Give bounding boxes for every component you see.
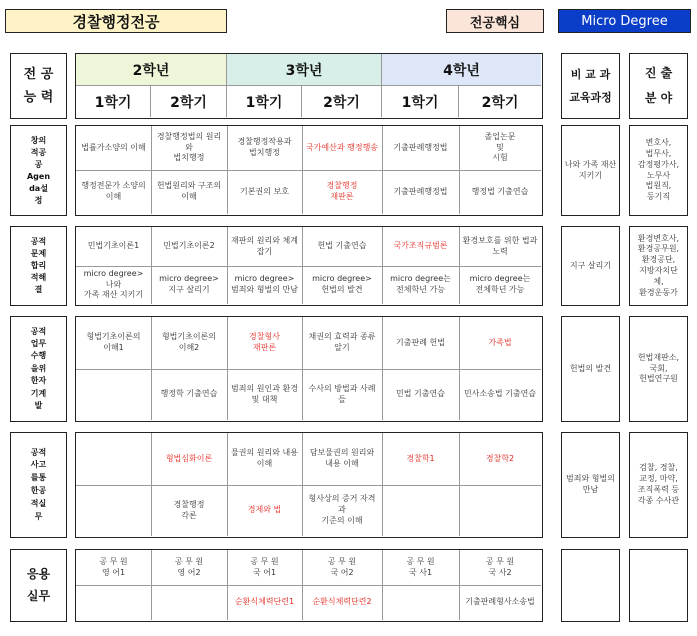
course-grid — [75, 226, 543, 306]
liberal-course: 지구 살리기 — [569, 260, 612, 270]
course-cell: 가족법 — [488, 337, 512, 347]
liberal-course-box — [561, 549, 620, 622]
competency-label: 응용 실무 — [26, 566, 51, 603]
course-grid — [75, 432, 543, 538]
course-cell: 행정학 기출연습 — [160, 389, 218, 399]
course-cell: 기출판례행정법 — [393, 186, 448, 196]
course-cell: 경찰형사 재판론 — [249, 332, 280, 352]
course-cell: 민법기초이론2 — [163, 241, 215, 251]
course-cell: 형사상의 증거 자격과 기준의 이해 — [308, 494, 376, 525]
liberal-header: 비 교 과 교육과정 — [569, 67, 612, 104]
course-cell: 경찰학1 — [406, 453, 435, 463]
course-cell: 수사의 방법과 사례들 — [308, 383, 376, 404]
competency-label: 창의 적공 공 Agen da설 정 — [26, 135, 51, 205]
liberal-course-box — [561, 226, 620, 306]
liberal-course-box — [561, 316, 620, 422]
semester-header: 2학기 — [151, 86, 227, 117]
career-header-box — [629, 53, 688, 119]
career-field-box — [629, 432, 688, 538]
career-field: 검찰, 경찰, 교정, 마약, 조직폭력 등 각종 수사관 — [637, 463, 680, 505]
course-cell: micro degree는 전체학년 가능 — [469, 274, 531, 294]
course-cell: 경찰행정 각론 — [173, 499, 205, 520]
liberal-course-box — [561, 125, 620, 216]
grade-4-header: 4학년 — [382, 54, 541, 86]
liberal-header-box — [561, 53, 620, 119]
course-cell: 채권의 효력과 종류 알기 — [308, 332, 376, 352]
career-field: 환경변호사, 환경공무원, 환경공단, 지방자치단 체, 환경운동가 — [637, 233, 680, 297]
competency-header: 전 공 능 력 — [23, 66, 54, 105]
course-cell: micro degree> 지구 살리기 — [159, 274, 219, 294]
course-cell — [382, 485, 459, 536]
competency-label-box — [10, 125, 67, 216]
semester-header: 1학기 — [76, 86, 151, 117]
course-cell — [76, 369, 151, 420]
course-cell: 공 무 원 영 어2 — [174, 556, 204, 577]
course-cell: 기출판례형사소송법 — [465, 597, 535, 607]
course-cell — [382, 585, 459, 620]
career-field — [630, 550, 687, 621]
course-cell: 재판의 원리와 체계 잡기 — [231, 235, 298, 256]
semester-header: 2학기 — [481, 94, 519, 111]
career-field: 헌법재판소, 국회, 헌법연구원 — [637, 352, 680, 384]
competency-label-box — [10, 432, 67, 538]
course-cell: 기출판례 헌법 — [396, 337, 445, 347]
course-cell — [151, 585, 227, 620]
course-cell: 행정법 기출연습 — [471, 186, 529, 196]
competency-label: 공적 업무 수행 을위 한자 기계 발 — [30, 326, 47, 410]
course-cell: 공 무 원 국 어1 — [250, 556, 279, 577]
course-cell: 형법심화이론 — [165, 453, 213, 463]
course-cell: 공 무 원 국 사1 — [406, 556, 435, 577]
course-cell — [459, 485, 541, 536]
semester-header: 1학기 — [382, 86, 459, 117]
competency-header-box — [10, 53, 67, 119]
course-cell: 민법 기출연습 — [396, 389, 445, 399]
course-cell: 형법기초이론의 이해2 — [161, 332, 217, 352]
course-cell: 물권의 원리와 내용 이해 — [231, 448, 298, 468]
page-title: 경찰행정전공 — [5, 9, 227, 33]
course-cell: 경찰행정 재판론 — [326, 181, 358, 201]
course-cell: 헌법원리와 구조의 이해 — [156, 181, 222, 201]
course-cell: 경찰학2 — [485, 453, 515, 463]
competency-label-box — [10, 316, 67, 422]
liberal-course: 범죄와 형벌의 만남 — [566, 474, 615, 494]
course-cell: 기본권의 보호 — [240, 186, 289, 196]
course-cell: 담보물권의 원리와 내용 이해 — [309, 448, 375, 468]
course-cell: 범죄의 원인과 환경 및 대책 — [231, 383, 298, 404]
course-cell: 경찰행정작용과 법치행정 — [237, 137, 292, 157]
competency-label-box — [10, 549, 67, 622]
liberal-course — [562, 550, 619, 621]
course-cell: 민사소송법 기출연습 — [463, 389, 537, 399]
semester-header: 1학기 — [227, 86, 302, 117]
career-field-box — [629, 125, 688, 216]
course-cell: 형법기초이론의 이해1 — [86, 332, 141, 352]
course-cell: 경찰행정법의 원리와 법치행정 — [156, 131, 222, 163]
career-header: 진 출 분 야 — [644, 65, 673, 105]
liberal-course: 헌법의 발견 — [569, 363, 612, 373]
course-cell: 졸업논문 및 시험 — [484, 131, 516, 163]
course-cell: micro degree> 범죄와 형벌의 만남 — [231, 274, 298, 294]
course-cell — [76, 585, 151, 620]
career-field-box — [629, 226, 688, 306]
course-cell: 법률가소양의 이해 — [81, 142, 146, 152]
course-cell: 경제와 법 — [247, 505, 282, 515]
grade-2-header: 2학년 — [76, 54, 227, 86]
course-grid — [75, 549, 543, 622]
course-grid — [75, 316, 543, 422]
liberal-course: 나와 가족 재산 지키기 — [564, 159, 617, 180]
career-field-box — [629, 316, 688, 422]
course-cell: 공 무 원 국 사2 — [485, 556, 515, 577]
course-cell — [76, 433, 151, 485]
course-cell: micro degree> 헌법의 발견 — [312, 274, 372, 294]
course-cell: 행정전문가 소양의 이해 — [81, 181, 146, 201]
grades-header-box — [75, 53, 543, 119]
course-cell: micro degree> 나와 가족 재산 지키기 — [83, 268, 144, 300]
course-cell: 공 무 원 국 어2 — [327, 556, 357, 577]
course-cell: 국가예산과 행정행송 — [305, 142, 379, 152]
course-cell: 민법기초이론1 — [87, 241, 140, 251]
course-cell: 국가조직규범론 — [393, 241, 448, 251]
course-cell: 기출판례행정법 — [393, 142, 448, 152]
course-cell: 순환식체력단련2 — [312, 597, 372, 607]
legend-core-badge: 전공핵심 — [446, 9, 544, 33]
semester-header: 2학기 — [302, 86, 382, 117]
liberal-course-box — [561, 432, 620, 538]
competency-label: 공적 사고 를통 한공 적실 무 — [30, 447, 47, 521]
course-grid — [75, 125, 543, 216]
course-cell — [76, 485, 151, 536]
career-field-box — [629, 549, 688, 622]
career-field: 변호사, 법무사, 감정평가사, 노무사 법원직, 등기직 — [637, 138, 680, 202]
competency-label-box — [10, 226, 67, 306]
legend-micro-badge: Micro Degree — [558, 9, 691, 33]
course-cell: 공 무 원 영 어1 — [99, 556, 128, 577]
course-cell: 환경보호를 위한 법과 노력 — [462, 235, 538, 256]
course-cell: micro degree는 전체학년 가능 — [390, 274, 451, 294]
grade-3-header: 3학년 — [227, 54, 382, 86]
competency-label: 공적 문제 합리 적해 결 — [30, 237, 47, 294]
course-cell: 헌법 기출연습 — [317, 241, 367, 251]
course-cell: 순환식체력단련1 — [234, 597, 295, 607]
